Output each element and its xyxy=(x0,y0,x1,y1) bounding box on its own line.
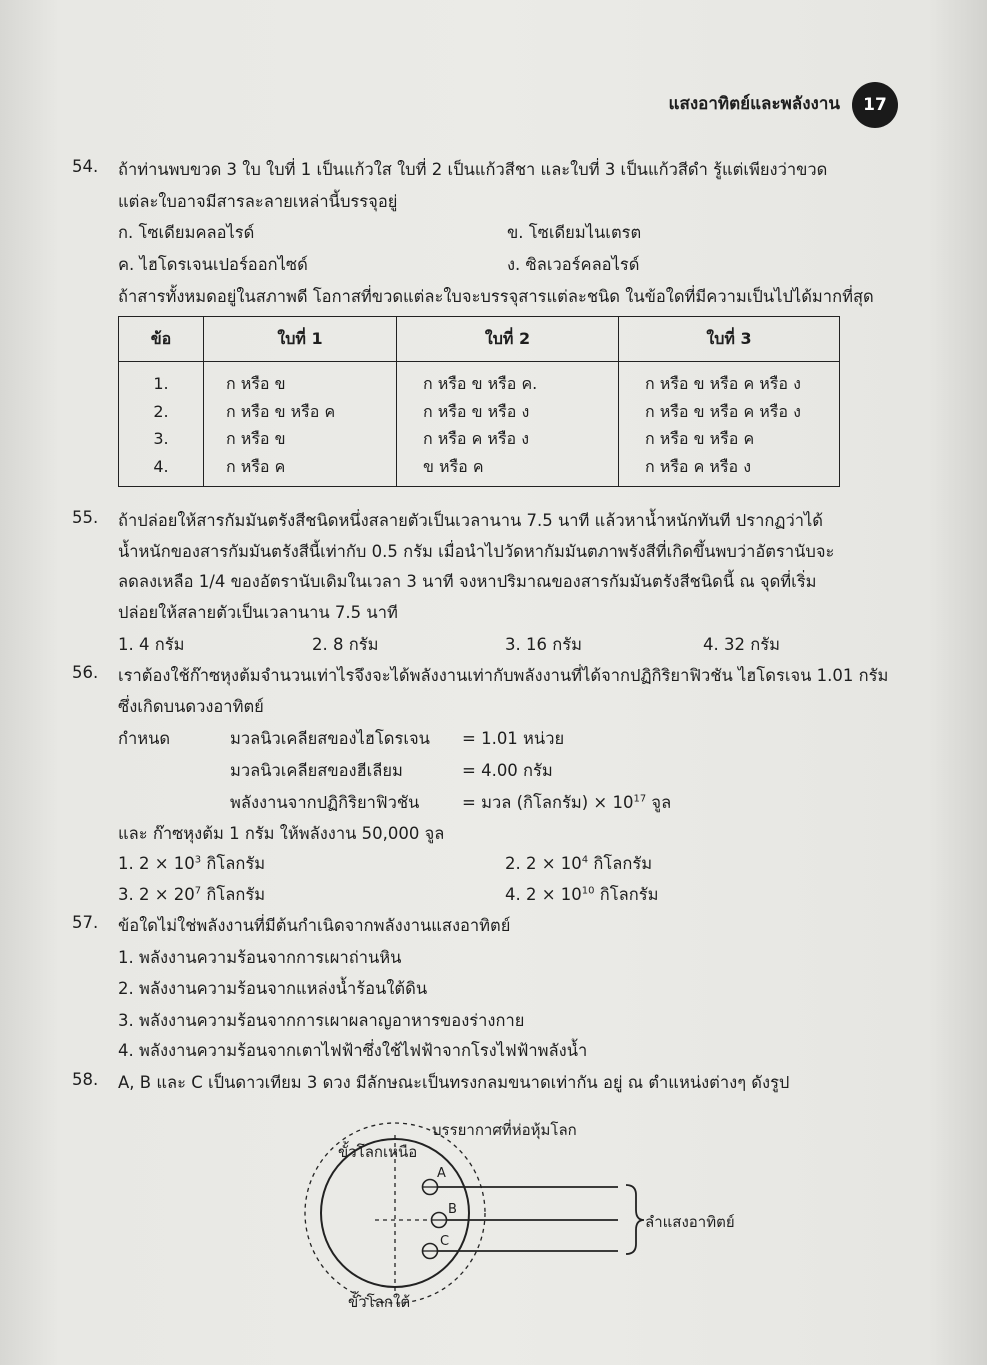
q56-number: 56. xyxy=(72,663,99,682)
table-cell: 1. xyxy=(153,374,169,393)
table-cell: ก หรือ ข หรือ ค xyxy=(645,429,755,448)
q55-line1: ถ้าปล่อยให้สารกัมมันตรังสีชนิดหนึ่งสลายตัวเป็นเวลานาน 7.5 นาที แล้วหาน้ำหนักทันที ปรากฏว่าได้ xyxy=(118,511,824,530)
table-col-bottle3 xyxy=(619,362,840,487)
choice-unit: กิโลกรัม xyxy=(594,885,659,904)
q55-line2: น้ำหนักของสารกัมมันตรังสีนี้เท่ากับ 0.5 กรัม เมื่อนำไปวัดหากัมมันตภาพรังสีที่เกิดขึ้นพบว่าอัตรานับจะ xyxy=(118,542,835,561)
table-header-row xyxy=(119,317,840,362)
table-cell: ก หรือ ข หรือ ง xyxy=(423,401,530,421)
q54-option-a: ก. โซเดียมคลอไรด์ xyxy=(118,223,255,242)
sunlight-brace xyxy=(626,1185,644,1254)
q56-given1-value: = 1.01 หน่วย xyxy=(462,729,565,748)
q54-text-line2: แต่ละใบอาจมีสารละลายเหล่านี้บรรจุอยู่ xyxy=(118,192,398,211)
formula-unit: จูล xyxy=(646,793,672,812)
q54-number: 54. xyxy=(72,157,99,176)
q54-text-line1: ถ้าท่านพบขวด 3 ใบ ใบที่ 1 เป็นแก้วใส ใบที่ 2 เป็นแก้วสีชา และใบที่ 3 เป็นแก้วสีดำ รู้แต่เพียงว่าขวด xyxy=(118,160,828,179)
q56-line1: เราต้องใช้ก๊าซหุงต้มจำนวนเท่าไรจึงจะได้พลังงานเท่ากับพลังงานที่ได้จากปฏิกิริยาฟิวชัน ไฮโดรเจน 1.01 กรัม xyxy=(118,666,889,685)
q55-line3: ลดลงเหลือ 1/4 ของอัตรานับเดิมในเวลา 3 นาที จงหาปริมาณของสารกัมมันตรังสีชนิดนี้ ณ จุดที่เริ่ม xyxy=(118,572,817,591)
table-body-row xyxy=(119,362,840,487)
table-cell: ก หรือ ค xyxy=(226,456,286,476)
table-header-choice: ข้อ xyxy=(119,317,204,362)
q54-option-c: ค. ไฮโดรเจนเปอร์ออกไซด์ xyxy=(118,255,308,274)
q55-choice-1: 1. 4 กรัม xyxy=(118,635,185,654)
q54-option-d: ง. ซิลเวอร์คลอไรด์ xyxy=(507,255,640,274)
q55-number: 55. xyxy=(72,508,99,527)
q56-choice-2 xyxy=(505,851,652,877)
q55-choice-2: 2. 8 กรัม xyxy=(312,635,379,654)
q54-answer-table xyxy=(118,316,840,487)
table-col-bottle2 xyxy=(397,362,619,487)
table-cell: 2. xyxy=(153,401,169,421)
table-cell: ก หรือ ค หรือ ง xyxy=(645,456,752,476)
q57-choice-2: 2. พลังงานความร้อนจากแหล่งน้ำร้อนใต้ดิน xyxy=(118,979,428,998)
table-header-bottle1: ใบที่ 1 xyxy=(204,317,397,362)
table-cell: ก หรือ ข หรือ ค หรือ ง xyxy=(645,374,801,393)
q57-choice-1: 1. พลังงานความร้อนจากการเผาถ่านหิน xyxy=(118,948,402,967)
satellite-a-label: A xyxy=(437,1166,446,1181)
choice-exponent: 4 xyxy=(581,854,589,866)
q56-given-label: กำหนด xyxy=(118,729,171,748)
table-cell: ก หรือ ข xyxy=(226,429,286,448)
q55-choice-3: 3. 16 กรัม xyxy=(505,635,582,654)
formula-exponent: 17 xyxy=(633,793,647,805)
choice-unit: กิโลกรัม xyxy=(201,854,266,873)
table-cell: ก หรือ ข xyxy=(226,374,286,393)
satellite-b-label: B xyxy=(448,1202,457,1217)
choice-exponent: 10 xyxy=(581,885,595,897)
q56-choice-3 xyxy=(118,882,265,908)
q57-number: 57. xyxy=(72,913,99,932)
q55-choice-4: 4. 32 กรัม xyxy=(703,635,780,654)
atmosphere-label: บรรยากาศที่ห่อหุ้มโลก xyxy=(432,1121,577,1139)
table-col-bottle1 xyxy=(204,362,397,487)
choice-unit: กิโลกรัม xyxy=(201,885,266,904)
q56-given3-value xyxy=(462,790,671,816)
q56-given2-name: มวลนิวเคลียสของฮีเลียม xyxy=(230,761,403,780)
satellite-c-label: C xyxy=(440,1234,450,1249)
q56-and-line: และ ก๊าซหุงต้ม 1 กรัม ให้พลังงาน 50,000 จูล xyxy=(118,824,445,843)
choice-base: 1. 2 × 10 xyxy=(118,854,195,873)
south-pole-label: ขั้วโลกใต้ xyxy=(348,1293,411,1311)
q57-question: ข้อใดไม่ใช่พลังงานที่มีต้นกำเนิดจากพลังงานแสงอาทิตย์ xyxy=(118,916,511,935)
choice-base: 3. 2 × 20 xyxy=(118,885,195,904)
choice-base: 4. 2 × 10 xyxy=(505,885,582,904)
q56-line2: ซึ่งเกิดบนดวงอาทิตย์ xyxy=(118,697,264,716)
q56-choice-1 xyxy=(118,851,265,877)
table-cell: ก หรือ ข หรือ ค xyxy=(226,401,336,421)
sunlight-label: ลำแสงอาทิตย์ xyxy=(645,1213,735,1231)
q57-choice-4: 4. พลังงานความร้อนจากเตาไฟฟ้าซึ่งใช้ไฟฟ้าจากโรงไฟฟ้าพลังน้ำ xyxy=(118,1041,588,1060)
choice-exponent: 3 xyxy=(194,854,202,866)
table-col-choices xyxy=(119,362,204,487)
q58-question: A, B และ C เป็นดาวเทียม 3 ดวง มีลักษณะเป็นทรงกลมขนาดเท่ากัน อยู่ ณ ตำแหน่งต่างๆ ดังรูป xyxy=(118,1073,790,1092)
q56-given1-name: มวลนิวเคลียสของไฮโดรเจน xyxy=(230,729,430,748)
satellite-diagram xyxy=(300,1110,800,1325)
page-number-badge: 17 xyxy=(852,82,898,128)
table-cell: 4. xyxy=(153,456,169,476)
chapter-title: แสงอาทิตย์และพลังงาน xyxy=(668,94,840,114)
choice-exponent: 7 xyxy=(194,885,202,897)
choice-base: 2. 2 × 10 xyxy=(505,854,582,873)
q56-choice-4 xyxy=(505,882,658,908)
table-cell: ก หรือ ข หรือ ค. xyxy=(423,374,538,393)
q56-given2-value: = 4.00 กรัม xyxy=(462,761,553,780)
table-cell: ก หรือ ค หรือ ง xyxy=(423,429,530,448)
q56-given3-name: พลังงานจากปฏิกิริยาฟิวชัน xyxy=(230,793,420,812)
table-header-bottle3: ใบที่ 3 xyxy=(619,317,840,362)
q58-number: 58. xyxy=(72,1070,99,1089)
q57-choice-3: 3. พลังงานความร้อนจากการเผาผลาญอาหารของร่างกาย xyxy=(118,1011,525,1030)
table-cell: 3. xyxy=(153,429,169,448)
q54-question: ถ้าสารทั้งหมดอยู่ในสภาพดี โอกาสที่ขวดแต่ละใบจะบรรจุสารแต่ละชนิด ในข้อใดที่มีความเป็นไปได้มากที่สุด xyxy=(118,287,874,306)
table-cell: ก หรือ ข หรือ ค หรือ ง xyxy=(645,401,801,421)
q54-option-b: ข. โซเดียมไนเตรต xyxy=(507,223,642,242)
table-cell: ข หรือ ค xyxy=(423,456,484,476)
north-pole-label: ขั้วโลกเหนือ xyxy=(338,1143,418,1161)
choice-unit: กิโลกรัม xyxy=(588,854,653,873)
table-header-bottle2: ใบที่ 2 xyxy=(397,317,619,362)
formula-base: = มวล (กิโลกรัม) × 10 xyxy=(462,793,634,812)
q55-line4: ปล่อยให้สลายตัวเป็นเวลานาน 7.5 นาที xyxy=(118,603,398,622)
